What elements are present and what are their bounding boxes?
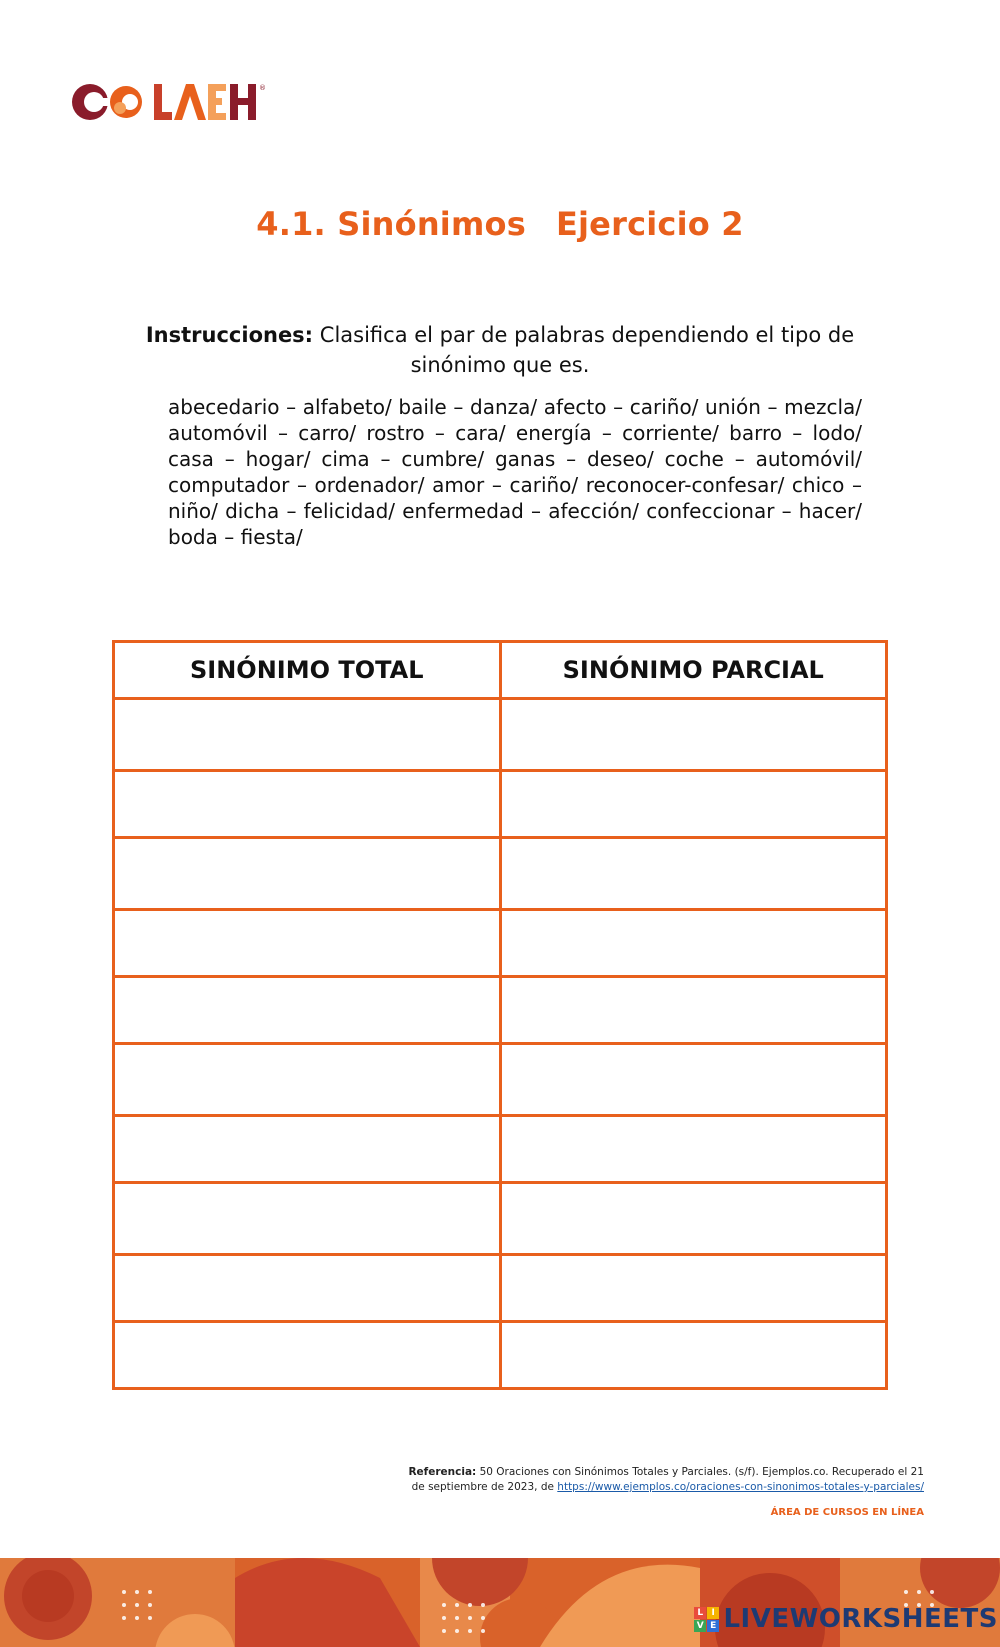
reference-link[interactable]: https://www.ejemplos.co/oraciones-con-sinonimos-totales-y-parciales/	[557, 1481, 924, 1493]
page-title	[0, 205, 1000, 243]
answer-cell-total[interactable]	[114, 1044, 501, 1116]
table-row	[114, 771, 887, 838]
answer-cell-total[interactable]	[114, 910, 501, 977]
word-pairs-list: abecedario – alfabeto/ baile – danza/ afecto – cariño/ unión – mezcla/ automóvil – carro/ rostro – cara/ energía – corriente/ barro – lodo/ casa – hogar/ cima – cumbre/ ganas – deseo/ coche – automóvil/ computador – ordenador/ amor – cariño/ reconocer-confesar/ chico – niño/ dicha – felicidad/ enfermedad – afección/ confeccionar – hacer/ boda – fiesta/	[168, 395, 862, 549]
header-partial-synonym: SINÓNIMO PARCIAL	[500, 642, 887, 699]
liveworksheets-watermark	[694, 1604, 998, 1634]
title-section: 4.1. Sinónimos	[256, 205, 526, 243]
cube-letter: L	[694, 1607, 706, 1619]
instructions-label: Instrucciones:	[145, 323, 314, 347]
table-row	[114, 977, 887, 1044]
liveworksheets-cube-icon	[694, 1607, 719, 1632]
answer-cell-partial[interactable]	[500, 1183, 887, 1255]
watermark-text: LIVEWORKSHEETS	[723, 1604, 998, 1634]
area-label: ÁREA DE CURSOS EN LÍNEA	[770, 1507, 924, 1518]
cube-letter: E	[707, 1620, 719, 1632]
answer-cell-partial[interactable]	[500, 771, 887, 838]
header-total-synonym: SINÓNIMO TOTAL	[114, 642, 501, 699]
table-row	[114, 699, 887, 771]
svg-text:®: ®	[259, 84, 266, 92]
answer-cell-total[interactable]	[114, 1322, 501, 1389]
table-row	[114, 1116, 887, 1183]
table-row	[114, 910, 887, 977]
answer-cell-partial[interactable]	[500, 699, 887, 771]
cube-letter: I	[707, 1607, 719, 1619]
answer-cell-total[interactable]	[114, 977, 501, 1044]
answer-cell-partial[interactable]	[500, 838, 887, 910]
reference-text: 50 Oraciones con Sinónimos Totales y Parciales. (s/f). Ejemplos.co. Recuperado el 21 de septiembre de 2023, de	[411, 1466, 924, 1493]
answer-cell-total[interactable]	[114, 699, 501, 771]
answer-cell-partial[interactable]	[500, 1322, 887, 1389]
instructions-text: Clasifica el par de palabras dependiendo el tipo de sinónimo que es.	[319, 323, 855, 377]
reference-label: Referencia:	[408, 1466, 477, 1478]
cube-letter: V	[694, 1620, 706, 1632]
answer-cell-total[interactable]	[114, 838, 501, 910]
answer-cell-total[interactable]	[114, 1255, 501, 1322]
classification-table	[112, 640, 888, 1390]
table-row	[114, 1183, 887, 1255]
table-row	[114, 1044, 887, 1116]
instructions	[140, 320, 860, 380]
answer-cell-total[interactable]	[114, 1116, 501, 1183]
reference	[404, 1465, 924, 1495]
answer-cell-partial[interactable]	[500, 1116, 887, 1183]
logo-graphic	[68, 78, 268, 126]
answer-cell-partial[interactable]	[500, 1255, 887, 1322]
table-row	[114, 1255, 887, 1322]
answer-cell-total[interactable]	[114, 1183, 501, 1255]
ecuaeh-logo	[68, 78, 268, 126]
table-row	[114, 1322, 887, 1389]
answer-cell-partial[interactable]	[500, 910, 887, 977]
answer-cell-total[interactable]	[114, 771, 501, 838]
answer-cell-partial[interactable]	[500, 1044, 887, 1116]
table-row	[114, 838, 887, 910]
title-exercise: Ejercicio 2	[555, 205, 744, 243]
table-header-row	[114, 642, 887, 699]
answer-cell-partial[interactable]	[500, 977, 887, 1044]
